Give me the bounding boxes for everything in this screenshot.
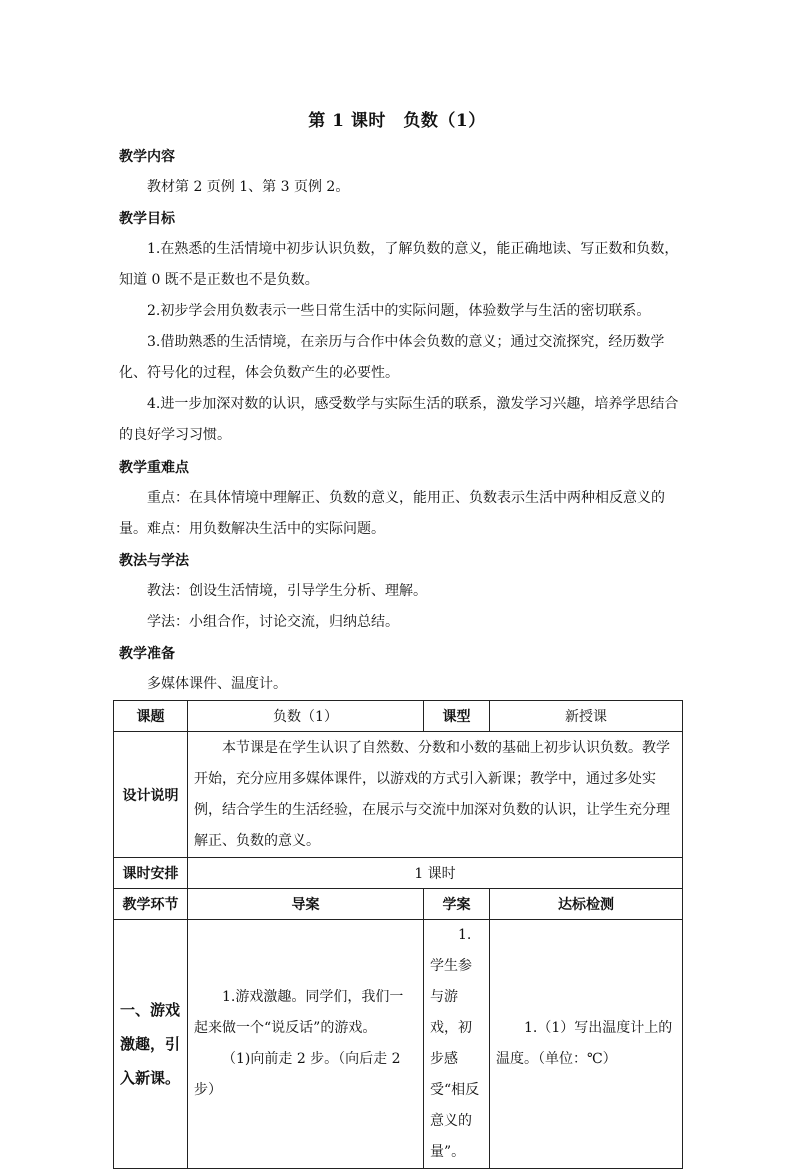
guide-header-cell: 导案: [188, 889, 424, 920]
heading-content: 教学内容: [119, 149, 175, 165]
topic-label-cell: 课题: [114, 701, 188, 732]
content-text: 教材第 2 页例 1、第 3 页例 2。: [147, 179, 350, 195]
table-row: [114, 920, 683, 1169]
heading-key-points: 教学重难点: [119, 460, 189, 476]
heading-methods: 教法与学法: [119, 553, 189, 569]
table-row: [114, 701, 683, 732]
page-title: 第 1 课时 负数（1）: [308, 111, 486, 131]
study-header-cell: 学案: [424, 889, 490, 920]
goal-item-3: 3.借助熟悉的生活情境，在亲历与合作中体会负数的意义；通过交流探究，经历数学化、符号化的过程，体会负数产生的必要性。: [119, 334, 665, 381]
key-point-focus: 重点：在具体情境中理解正、负数的意义，能用正、负数表示生活中两种相反意义的量。: [119, 490, 665, 537]
heading-prep: 教学准备: [119, 646, 175, 662]
type-cell: 新授课: [490, 701, 683, 732]
type-label-cell: 课型: [424, 701, 490, 732]
design-label-cell: 设计说明: [114, 732, 188, 858]
schedule-label-cell: 课时安排: [114, 858, 188, 889]
table-row: [114, 732, 683, 858]
stage-cell: 一、游戏激趣，引入新课。: [114, 920, 188, 1169]
guide-cell: [188, 920, 424, 1169]
prep-text: 多媒体课件、温度计。: [147, 676, 287, 692]
schedule-cell: 1 课时: [188, 858, 683, 889]
check-header-cell: 达标检测: [490, 889, 683, 920]
design-text-cell: 本节课是在学生认识了自然数、分数和小数的基础上初步认识负数。教学开始，充分应用多媒体课件，以游戏的方式引入新课；教学中，通过多处实例，结合学生的生活经验，在展示与交流中加深对负数的认识，让学生充分理解正、负数的意义。: [188, 732, 683, 858]
table-row: [114, 858, 683, 889]
goal-item-1: 1.在熟悉的生活情境中初步认识负数，了解负数的意义，能正确地读、写正数和负数，知道 0 既不是正数也不是负数。: [119, 241, 679, 288]
goal-item-4: 4.进一步加深对数的认识，感受数学与实际生活的联系，激发学习兴趣，培养学思结合的良好学习习惯。: [119, 396, 679, 443]
goal-item-2: 2.初步学会用负数表示一些日常生活中的实际问题，体验数学与生活的密切联系。: [147, 303, 651, 319]
teaching-method: 教法：创设生活情境，引导学生分析、理解。: [147, 583, 427, 599]
check-text: 1.（1）写出温度计上的温度。（单位：℃）: [496, 1020, 673, 1067]
key-point-difficulty: 难点：用负数解决生活中的实际问题。: [147, 521, 385, 537]
check-cell: [490, 920, 683, 1169]
table-row: [114, 889, 683, 920]
stage-header-cell: 教学环节: [114, 889, 188, 920]
guide-line-2: （1)向前走 2 步。（向后走 2 步）: [194, 1051, 401, 1098]
heading-goals: 教学目标: [119, 211, 175, 227]
guide-line-1: 1.游戏激趣。同学们，我们一起来做一个“说反话”的游戏。: [194, 989, 404, 1036]
lesson-table: [113, 700, 683, 1169]
learning-method: 学法：小组合作，讨论交流，归纳总结。: [147, 614, 399, 630]
topic-cell: 负数（1）: [188, 701, 424, 732]
study-text: 1.学生参与游戏，初步感受“相反意义的量”。: [430, 927, 480, 1160]
study-cell: [424, 920, 490, 1169]
